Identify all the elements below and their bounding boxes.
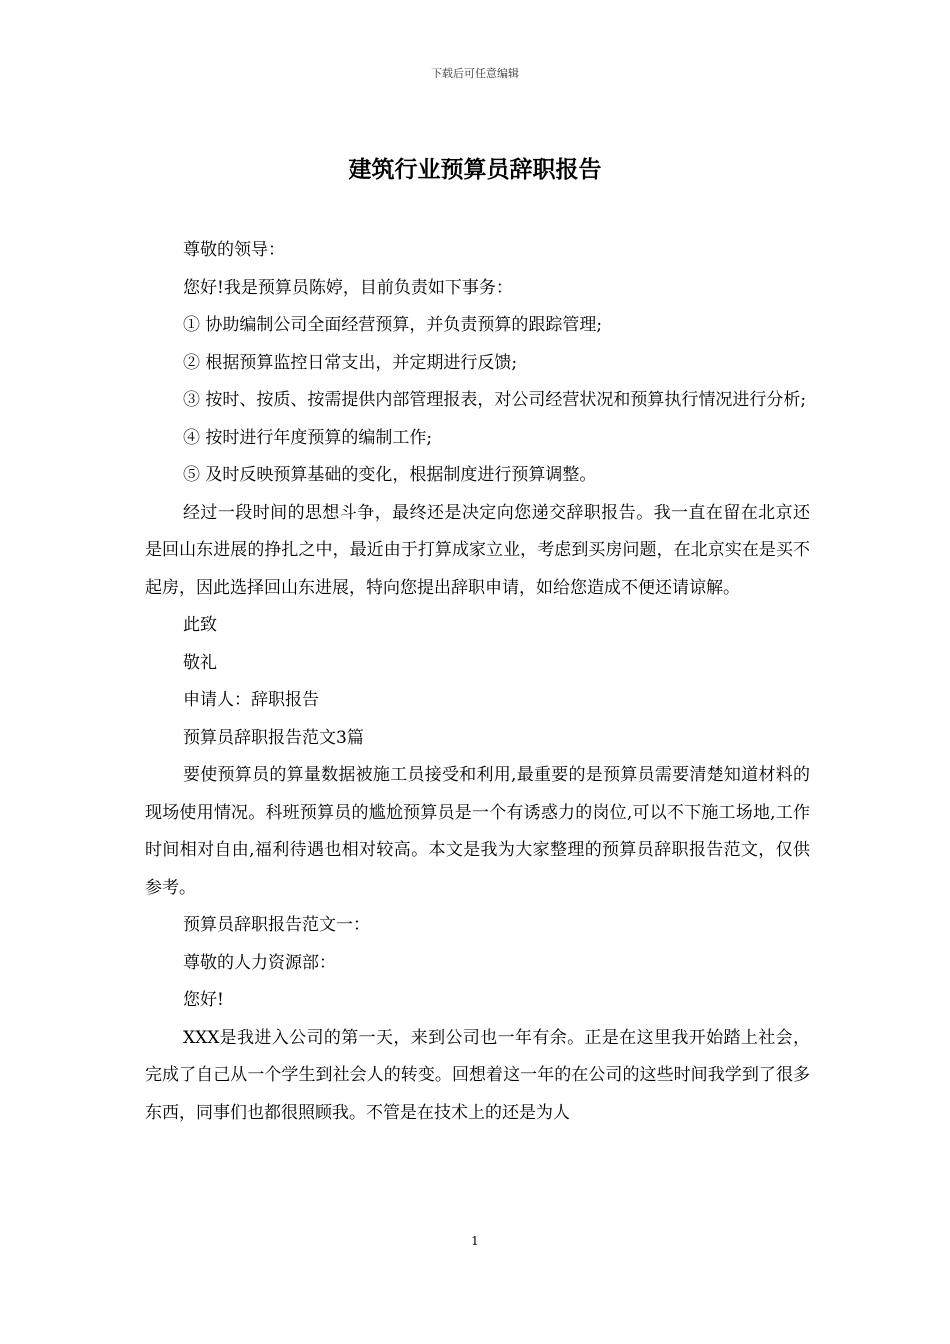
- duty-item-3: ③ 按时、按质、按需提供内部管理报表，对公司经营状况和预算执行情况进行分析;: [183, 390, 807, 410]
- closing-line-1: 此致: [183, 615, 217, 635]
- document-title: 建筑行业预算员辞职报告: [348, 156, 602, 183]
- resignation-reason-paragraph: 经过一段时间的思想斗争，最终还是决定向您递交辞职报告。我一直在留在北京还是回山东进展的挣扎之中，最近由于打算成家立业，考虑到买房问题，在北京实在是买不起房，因此选择回山东进展，特向您提出辞职申请，如给您造成不便还请谅解。: [145, 502, 810, 598]
- applicant-line: 申请人：辞职报告: [183, 690, 319, 710]
- section-heading: 预算员辞职报告范文3篇: [183, 727, 364, 748]
- closing-line-2: 敬礼: [183, 652, 217, 673]
- duty-item-2: ② 根据预算监控日常支出，并定期进行反馈;: [183, 352, 518, 373]
- sample-body-paragraph: XXX是我进入公司的第一天，来到公司也一年有余。正是在这里我开始踏上社会，完成了自己从一个学生到社会人的转变。回想着这一年的在公司的这些时间我学到了很多东西，同事们也都很照顾我。不管是在技术上的还是为人: [145, 1027, 810, 1123]
- greeting-paragraph: 您好!我是预算员陈婷，目前负责如下事务：: [183, 277, 513, 298]
- salutation: 尊敬的领导：: [183, 240, 285, 260]
- page-number: 1: [471, 1234, 479, 1248]
- page-header-note: 下载后可任意编辑: [431, 67, 519, 80]
- sample-greeting: 您好!: [183, 990, 224, 1010]
- sample-salutation: 尊敬的人力资源部：: [183, 952, 336, 973]
- intro-paragraph: 要使预算员的算量数据被施工员接受和利用,最重要的是预算员需要清楚知道材料的现场使用情况。科班预算员的尴尬预算员是一个有诱惑力的岗位,可以不下施工场地,工作时间相对自由,福利待遇也相对较高。本文是我为大家整理的预算员辞职报告范文，仅供参考。: [145, 765, 810, 898]
- duty-item-1: ① 协助编制公司全面经营预算，并负责预算的跟踪管理;: [183, 315, 603, 335]
- sample-heading: 预算员辞职报告范文一：: [183, 915, 370, 935]
- duty-item-5: ⑤ 及时反映预算基础的变化，根据制度进行预算调整。: [183, 465, 597, 485]
- document-body: [145, 232, 810, 1132]
- duty-item-4: ④ 按时进行年度预算的编制工作;: [183, 427, 433, 448]
